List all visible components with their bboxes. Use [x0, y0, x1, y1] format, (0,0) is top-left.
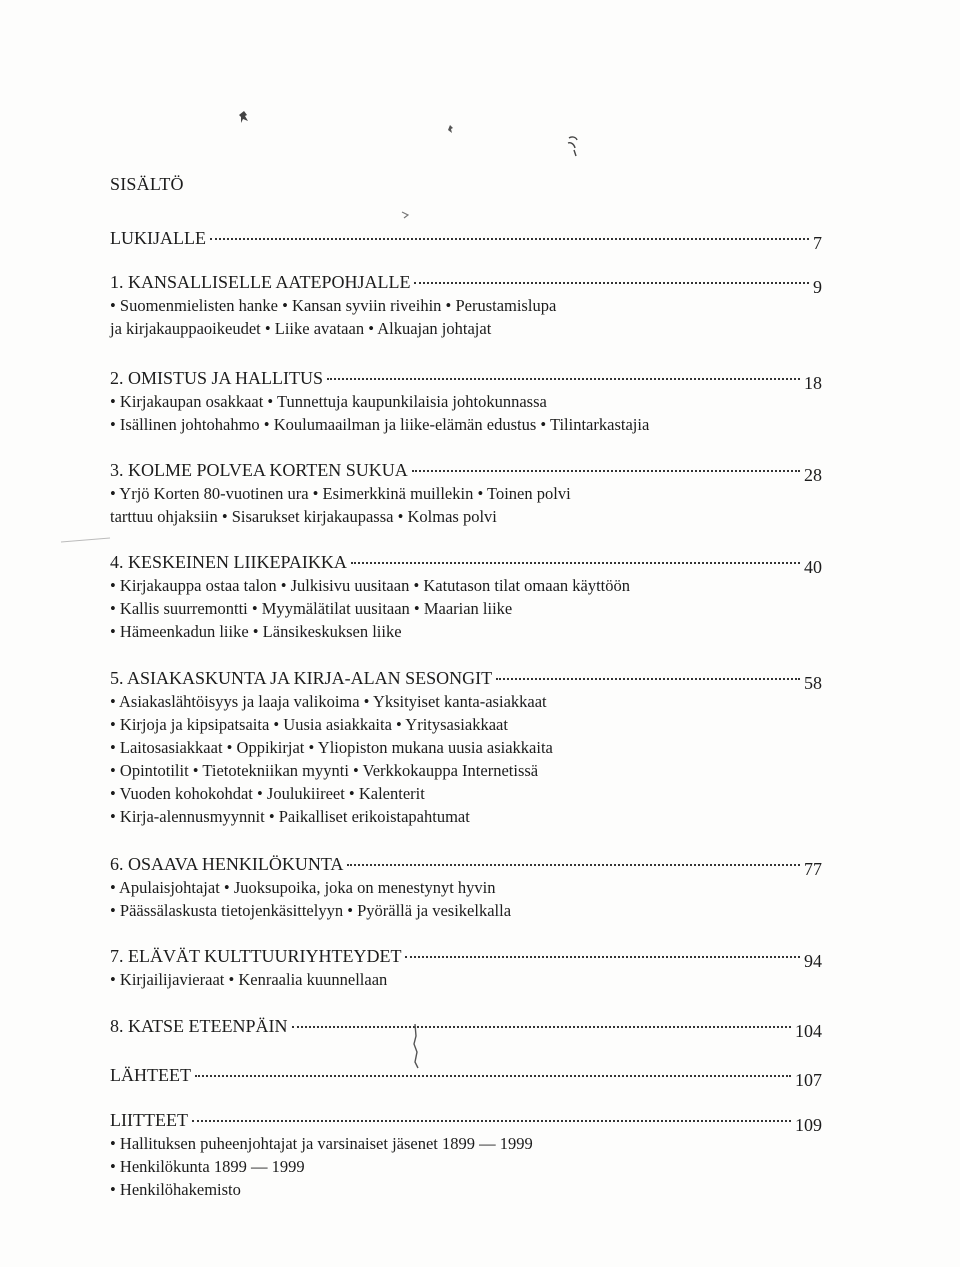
toc-subtopics-line: • Yrjö Korten 80-vuotinen ura • Esimerkkinä muillekin • Toinen polvi: [110, 484, 571, 503]
toc-subtopics-line: • Kirjoja ja kipsipatsaita • Uusia asiakkaita • Yritysasiakkaat: [110, 715, 508, 734]
dot-leader: [327, 378, 800, 380]
toc-heading: LÄHTEET: [110, 1065, 191, 1085]
scan-speck-mark: [238, 110, 250, 124]
toc-page-number: 77: [804, 859, 822, 879]
toc-heading: 7. ELÄVÄT KULTTUURIYHTEYDET: [110, 946, 402, 966]
toc-heading-row: [110, 550, 822, 577]
toc-entry: [110, 458, 822, 528]
toc-subtopics-line: • Kirjailijavieraat • Kenraalia kuunnellaan: [110, 970, 388, 989]
dot-leader: [347, 864, 800, 866]
page-title: SISÄLTÖ: [110, 174, 184, 194]
toc-page-number: 58: [804, 673, 822, 693]
toc-subtopics-line: • Kirjakauppa ostaa talon • Julkisivu uusitaan • Katutason tilat omaan käyttöön: [110, 576, 631, 595]
toc-subtopics-line: • Vuoden kohokohdat • Joulukiireet • Kalenterit: [110, 784, 425, 803]
toc-entry: [110, 1014, 822, 1041]
toc-entry: [110, 1108, 822, 1201]
toc-subtopics-line: • Apulaisjohtajat • Juoksupoika, joka on menestynyt hyvin: [110, 878, 496, 897]
toc-heading-row: [110, 226, 822, 253]
toc-heading: 6. OSAAVA HENKILÖKUNTA: [110, 854, 344, 874]
toc-subtopics-line: ja kirjakauppaoikeudet • Liike avataan • Alkuajan johtajat: [110, 319, 492, 338]
toc-subtopics-line: • Päässälaskusta tietojenkäsittelyyn • Pyörällä ja vesikelkalla: [110, 901, 512, 920]
toc-entry: [110, 550, 822, 643]
toc-heading: 3. KOLME POLVEA KORTEN SUKUA: [110, 460, 408, 480]
toc-heading-row: [110, 366, 822, 393]
scan-speck-mark: [410, 1022, 422, 1070]
toc-entry: [110, 270, 822, 340]
toc-subtopics-line: • Isällinen johtohahmo • Koulumaailman ja liike-elämän edustus • Tilintarkastajia: [110, 415, 650, 434]
toc-heading-row: [110, 852, 822, 879]
toc-heading: 4. KESKEINEN LIIKEPAIKKA: [110, 552, 347, 572]
toc-page-number: 9: [813, 277, 822, 297]
toc-heading: 1. KANSALLISELLE AATEPOHJALLE: [110, 272, 411, 292]
dot-leader: [292, 1026, 792, 1028]
toc-heading: 5. ASIAKASKUNTA JA KIRJA-ALAN SESONGIT: [110, 668, 493, 688]
toc-page-number: 107: [795, 1070, 822, 1090]
toc-page-number: 28: [804, 465, 822, 485]
dot-leader: [414, 282, 809, 284]
toc-page-number: 7: [813, 233, 822, 253]
toc-heading: 8. KATSE ETEENPÄIN: [110, 1016, 288, 1036]
toc-heading: 2. OMISTUS JA HALLITUS: [110, 368, 324, 388]
dot-leader: [405, 956, 800, 958]
toc-heading-row: [110, 666, 822, 693]
toc-page-number: 94: [804, 951, 822, 971]
scan-speck-mark: [566, 134, 582, 158]
toc-subtopics-line: tarttuu ohjaksiin • Sisarukset kirjakaupassa • Kolmas polvi: [110, 507, 497, 526]
toc-heading-row: [110, 1014, 822, 1041]
toc-entry: [110, 944, 822, 991]
toc-page-number: 104: [795, 1021, 822, 1041]
toc-page-number: 18: [804, 373, 822, 393]
toc-subtopics-line: • Hämeenkadun liike • Länsikeskuksen liike: [110, 622, 402, 641]
toc-heading: LIITTEET: [110, 1110, 188, 1130]
toc-subtopics-line: • Opintotilit • Tietotekniikan myynti • Verkkokauppa Internetissä: [110, 761, 539, 780]
dot-leader: [192, 1120, 791, 1122]
dot-leader: [195, 1075, 791, 1077]
toc-page-number: 40: [804, 557, 822, 577]
toc-subtopics-line: • Henkilökunta 1899 — 1999: [110, 1157, 305, 1176]
dot-leader: [351, 562, 800, 564]
toc-subtopics-line: • Kirja-alennusmyynnit • Paikalliset erikoistapahtumat: [110, 807, 470, 826]
toc-entry: [110, 666, 822, 828]
toc-subtopics-line: • Hallituksen puheenjohtajat ja varsinaiset jäsenet 1899 — 1999: [110, 1134, 533, 1153]
scan-speck-mark: [446, 124, 454, 134]
toc-page-number: 109: [795, 1115, 822, 1135]
toc-heading-row: [110, 1063, 822, 1090]
toc-subtopics-line: • Kallis suurremontti • Myymälätilat uusitaan • Maarian liike: [110, 599, 513, 618]
toc-subtopics-line: • Suomenmielisten hanke • Kansan syviin riveihin • Perustamislupa: [110, 296, 557, 315]
toc-entry: [110, 226, 822, 253]
scan-speck-mark: [400, 210, 410, 220]
dot-leader: [210, 238, 809, 240]
toc-heading-row: [110, 1108, 822, 1135]
toc-heading-row: [110, 458, 822, 485]
scan-speck-mark: [60, 536, 112, 544]
toc-subtopics-line: • Henkilöhakemisto: [110, 1180, 241, 1199]
toc-subtopics-line: • Asiakaslähtöisyys ja laaja valikoima • Yksityiset kanta-asiakkaat: [110, 692, 547, 711]
toc-entry: [110, 1063, 822, 1090]
toc-heading-row: [110, 944, 822, 971]
dot-leader: [496, 678, 800, 680]
toc-subtopics-line: • Kirjakaupan osakkaat • Tunnettuja kaupunkilaisia johtokunnassa: [110, 392, 547, 411]
toc-entry: [110, 366, 822, 436]
toc-heading: LUKIJALLE: [110, 228, 206, 248]
toc-heading-row: [110, 270, 822, 297]
dot-leader: [412, 470, 800, 472]
toc-entry: [110, 852, 822, 922]
toc-subtopics-line: • Laitosasiakkaat • Oppikirjat • Yliopiston mukana uusia asiakkaita: [110, 738, 553, 757]
